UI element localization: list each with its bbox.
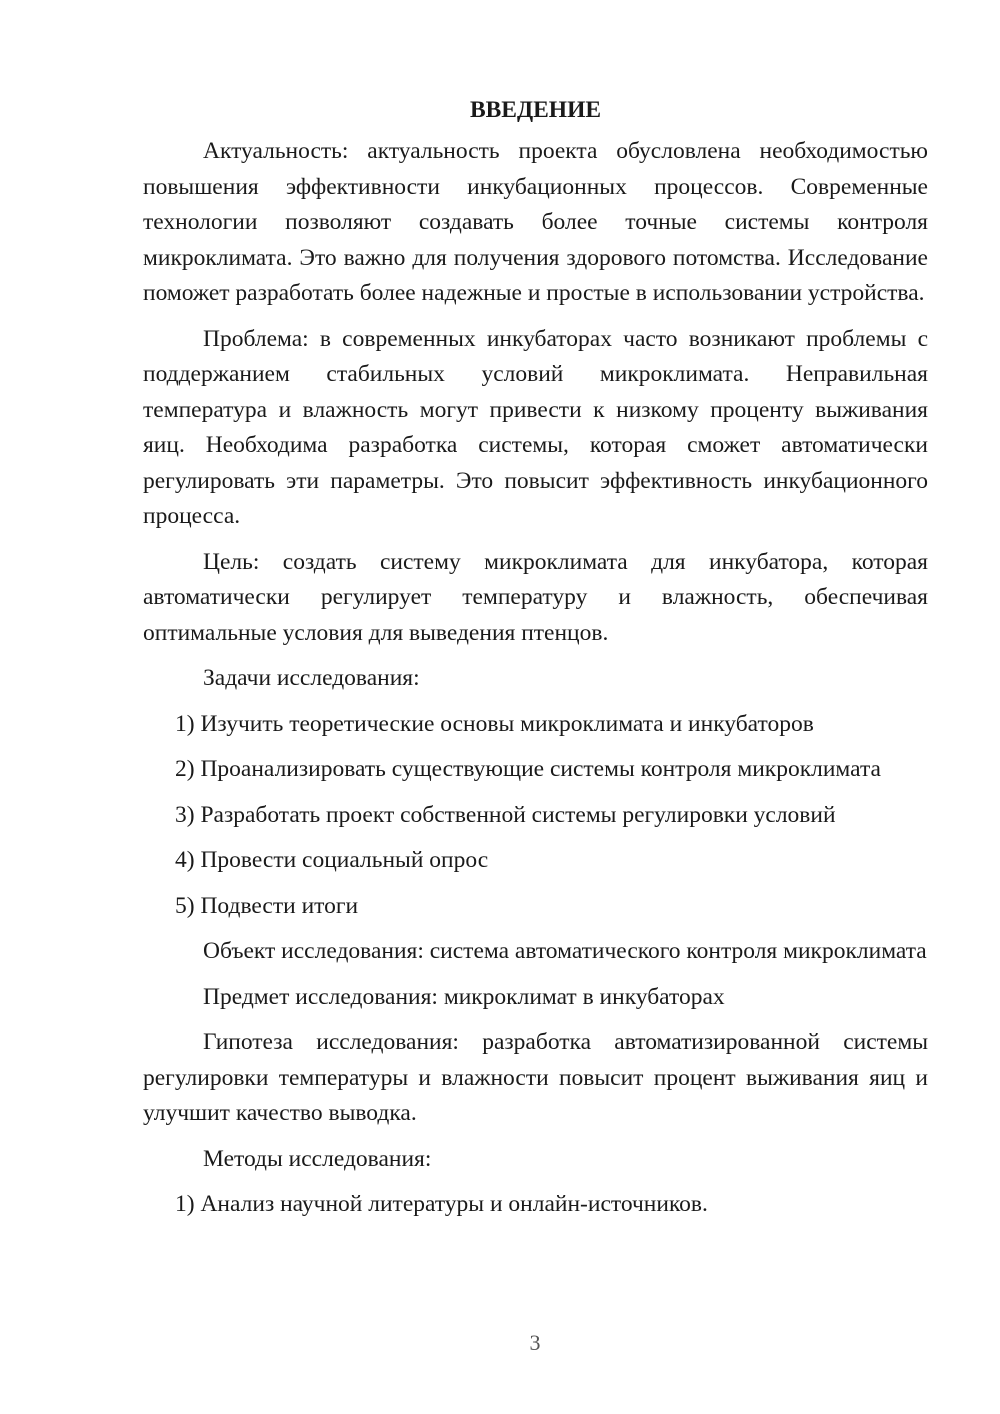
method-item: 1) Анализ научной литературы и онлайн-источников. (175, 1191, 708, 1217)
section-title: ВВЕДЕНИЕ (469, 97, 602, 123)
task-item: 5) Подвести итоги (175, 892, 359, 919)
goal-paragraph: Цель: создать систему микроклимата для инкубатора, которая автоматически регулирует температуру и влажность, обеспечивая оптимальные условия для выведения птенцов. (143, 548, 928, 646)
page-content (143, 92, 928, 1233)
task-item: 4) Провести социальный опрос (175, 847, 489, 873)
relevance-paragraph: Актуальность: актуальность проекта обусловлена необходимостью повышения эффективности инкубационных процессов. Современные технологии позволяют создавать более точные системы контроля микроклимата. Это важно для получения здорового потомства. Исследование поможет разработать более надежные и простые в использовании устройства. (143, 138, 928, 306)
hypothesis-paragraph: Гипотеза исследования: разработка автоматизированной системы регулировки температуры и влажности повысит процент выживания яиц и улучшит качество выводка. (143, 1029, 928, 1126)
task-item: 1) Изучить теоретические основы микроклимата и инкубаторов (175, 710, 814, 737)
subject-paragraph: Предмет исследования: микроклимат в инкубаторах (203, 983, 725, 1010)
methods-heading: Методы исследования: (203, 1145, 432, 1172)
tasks-heading: Задачи исследования: (203, 665, 420, 691)
object-paragraph: Объект исследования: система автоматического контроля микроклимата (203, 938, 927, 964)
task-item: 2) Проанализировать существующие системы контроля микроклимата (175, 756, 881, 782)
problem-paragraph: Проблема: в современных инкубаторах часто возникают проблемы с поддержанием стабильных условий микроклимата. Неправильная температура и влажность могут привести к низкому проценту выживания яиц. Необходима разработка системы, которая сможет автоматически регулировать эти параметры. Это повысит эффективность инкубационного процесса. (143, 325, 928, 529)
page-number: 3 (529, 1330, 541, 1355)
task-item: 3) Разработать проект собственной системы регулировки условий (175, 801, 836, 828)
